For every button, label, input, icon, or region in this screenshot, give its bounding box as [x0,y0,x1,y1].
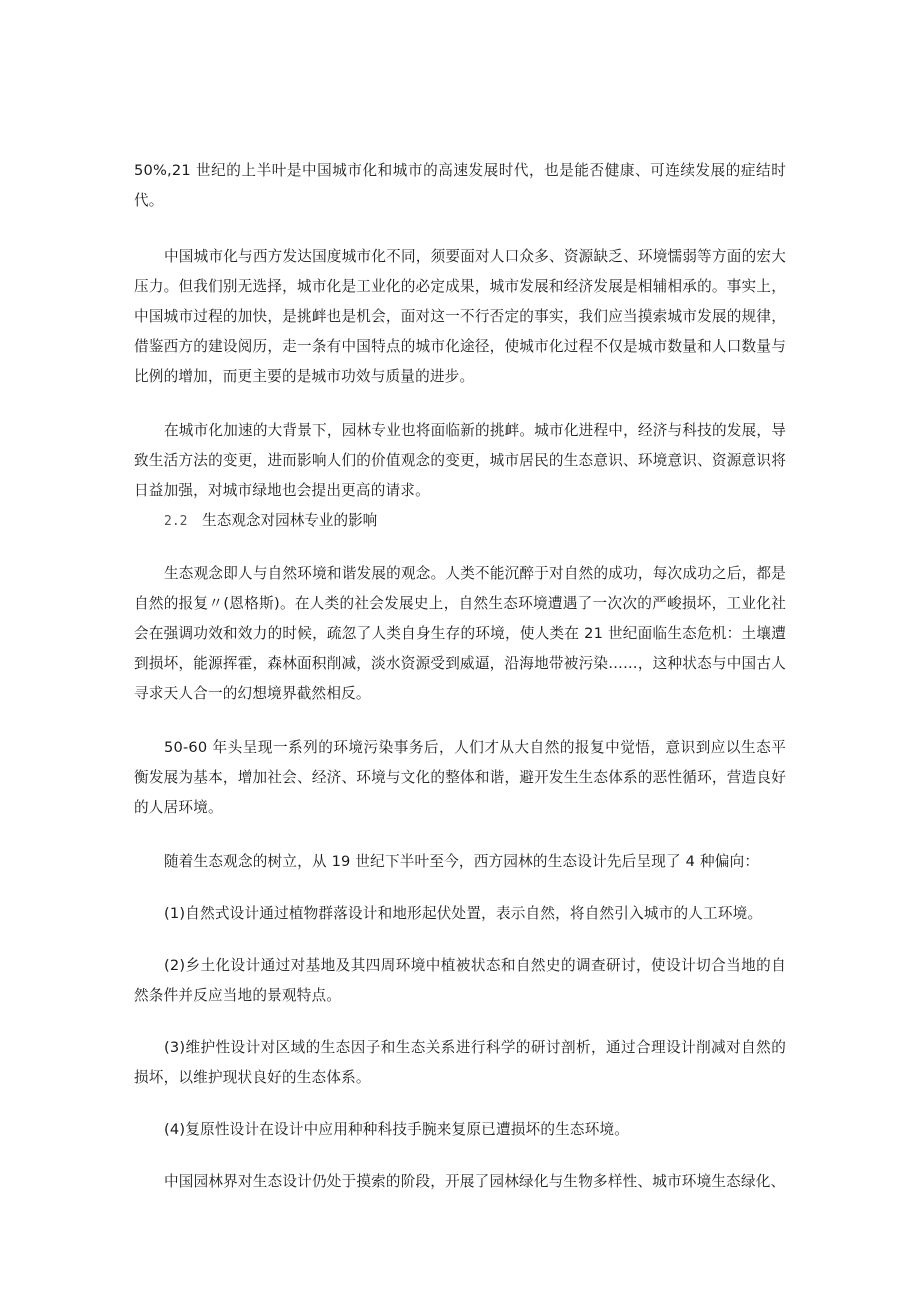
section-number: 2.2 [164,514,188,529]
list-item: (4)复原性设计在设计中应用种种科技手腕来复原已遭损坏的生态环境。 [164,1121,630,1138]
document-page [134,156,786,1197]
paragraph-design-tendencies: 随着生态观念的树立，从 19 世纪下半叶至今，西方园林的生态设计先后呈现了 4 种偏向： [164,853,760,870]
paragraph-landscape-challenge: 在城市化加速的大背景下，园林专业也将面临新的挑衅。城市化进程中，经济与科技的发展，导致生活方法的变更，进而影响人们的价值观念的变更，城市居民的生态意识、环境意识、资源意识将日益加强，对城市绿地也会提出更高的请求。 [134,422,786,499]
list-item: (3)维护性设计对区域的生态因子和生态关系进行科学的研讨剖析，通过合理设计削减对自然的损坏，以维护现状良好的生态体系。 [134,1039,786,1086]
paragraph-ecology-concept: 生态观念即人与自然环境和谐发展的观念。人类不能沉醉于对自然的成功，每次成功之后，都是自然的报复〃(恩格斯)。在人类的社会发展史上，自然生态环境遭遇了一次次的严峻损坏，工业化社会在强调功效和效力的时候，疏忽了人类自身生存的环境，使人类在 21 世纪面临生态危机：土壤遭到损坏，能源挥霍，森林面积削减，淡水资源受到威逼，沿海地带被污染……，这种状态与中国古人寻求天人合一的幻想境界截然相反。 [134,565,786,702]
section-heading [134,506,786,537]
section-title: 生态观念对园林专业的影响 [202,512,378,529]
list-item: (2)乡土化设计通过对基地及其四周环境中植被状态和自然史的调查研讨，使设计切合当地的自然条件并反应当地的景观特点。 [134,957,786,1004]
paragraph-china-urbanization: 中国城市化与西方发达国度城市化不同，须要面对人口众多、资源缺乏、环境懦弱等方面的宏大压力。但我们别无选择，城市化是工业化的必定成果，城市发展和经济发展是相辅相承的。事实上，中国城市过程的加快，是挑衅也是机会，面对这一不行否定的事实，我们应当摸索城市发展的规律，借鉴西方的建设阅历，走一条有中国特点的城市化途径，使城市化过程不仅是城市数量和人口数量与比例的增加，而更主要的是城市功效与质量的进步。 [134,248,786,385]
paragraph-pollution-awakening: 50-60 年头呈现一系列的环境污染事务后，人们才从大自然的报复中觉悟，意识到应以生态平衡发展为基本，增加社会、经济、环境与文化的整体和谐，避开发生生态体系的恶性循环，营造良好的人居环境。 [134,739,786,816]
paragraph-urbanization-era: 50%,21 世纪的上半叶是中国城市化和城市的高速发展时代，也是能否健康、可连续发展的症结时代。 [134,162,786,209]
list-item: (1)自然式设计通过植物群落设计和地形起伏处置，表示自然，将自然引入城市的人工环境。 [164,905,763,922]
paragraph-china-ecology-design: 中国园林界对生态设计仍处于摸索的阶段，开展了园林绿化与生物多样性、城市环境生态绿化、 [164,1173,786,1190]
